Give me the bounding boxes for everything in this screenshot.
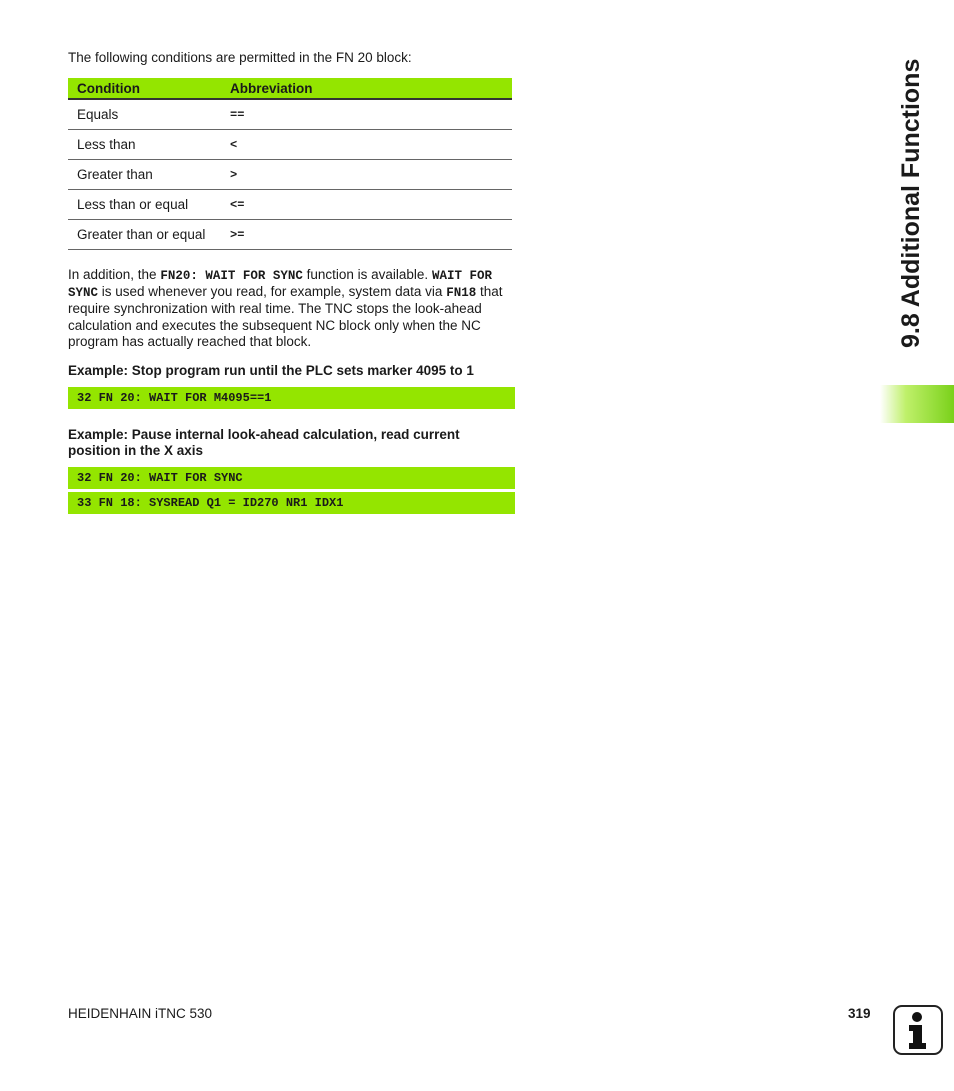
abbreviation-cell: < — [223, 130, 512, 160]
abbreviation-cell: == — [223, 99, 512, 130]
condition-cell: Greater than or equal — [68, 220, 223, 250]
para-text: is used whenever you read, for example, system data via — [98, 284, 447, 300]
header-abbreviation: Abbreviation — [223, 78, 512, 99]
condition-cell: Less than or equal — [68, 190, 223, 220]
condition-cell: Less than — [68, 130, 223, 160]
chapter-tab-marker — [880, 385, 954, 423]
condition-cell: Equals — [68, 99, 223, 130]
abbreviation-cell: >= — [223, 220, 512, 250]
table-row — [68, 160, 512, 190]
table-row — [68, 190, 512, 220]
table-row — [68, 220, 512, 250]
example1-heading: Example: Stop program run until the PLC sets marker 4095 to 1 — [68, 363, 474, 378]
footer-product: HEIDENHAIN iTNC 530 — [68, 1006, 213, 1021]
abbreviation-cell: > — [223, 160, 512, 190]
para-code-fn18: FN18 — [446, 286, 477, 301]
example2-code-line-1: 32 FN 20: WAIT FOR SYNC — [68, 467, 515, 489]
example1-code-line: 32 FN 20: WAIT FOR M4095==1 — [68, 387, 515, 409]
abbreviation-cell: <= — [223, 190, 512, 220]
intro-text: The following conditions are permitted in the FN 20 block: — [68, 50, 412, 65]
table-header-row — [68, 78, 512, 99]
chapter-side-title: 9.8 Additional Functions — [897, 58, 925, 348]
para-text: that require synchronization with real time. The TNC stops the look-ahead calculation and executes the subsequent NC block only when the NC program has actually reached that block. — [68, 284, 503, 349]
condition-cell: Greater than — [68, 160, 223, 190]
table-row — [68, 99, 512, 130]
para-code-fn20: FN20: WAIT FOR SYNC — [160, 269, 303, 283]
para-text: In addition, the — [68, 267, 161, 282]
info-glyph-icon — [895, 1007, 941, 1053]
info-icon — [893, 1005, 943, 1055]
header-condition: Condition — [68, 78, 223, 99]
table-row — [68, 130, 512, 160]
sync-description-paragraph — [68, 267, 510, 350]
para-code-wait-for-sync: WAIT FOR SYNC — [68, 269, 492, 301]
example2-heading: Example: Pause internal look-ahead calculation, read current position in the X axis — [68, 427, 460, 458]
para-text: function is available. — [302, 267, 432, 282]
page-number: 319 — [848, 1006, 871, 1021]
conditions-table — [68, 78, 512, 250]
example2-code-line-2: 33 FN 18: SYSREAD Q1 = ID270 NR1 IDX1 — [68, 492, 515, 514]
